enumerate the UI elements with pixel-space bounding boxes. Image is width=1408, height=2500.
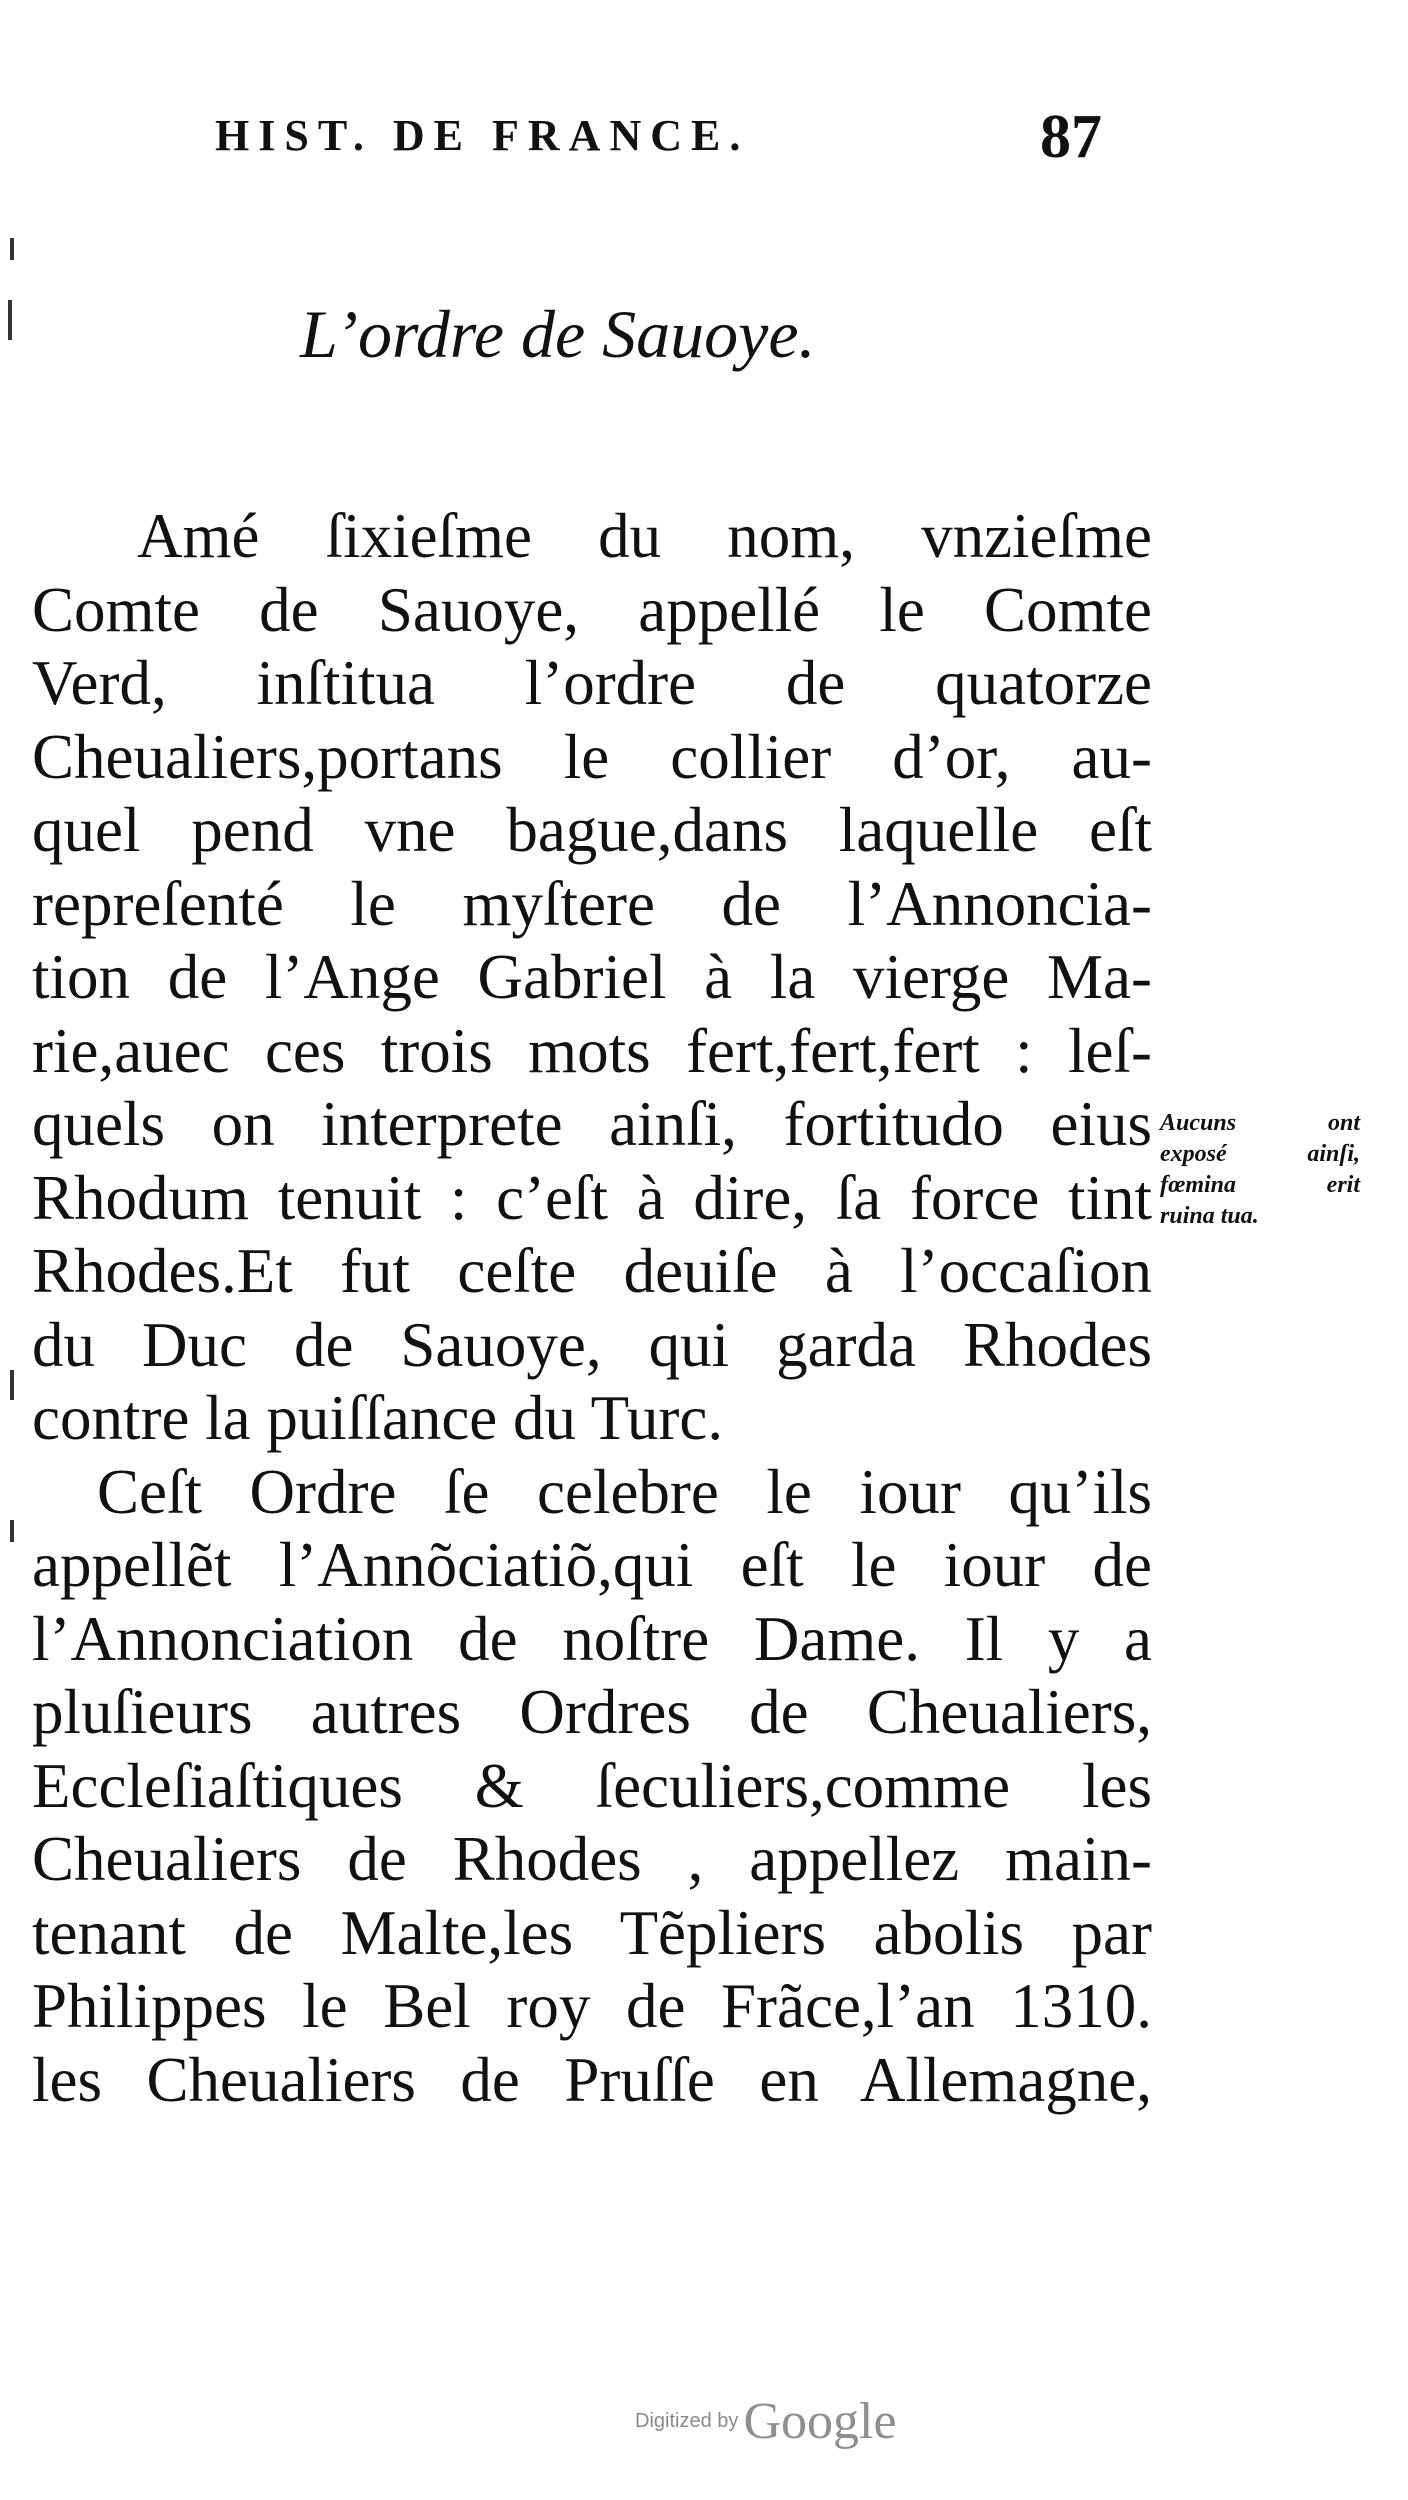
text-line: tion de l’Ange Gabriel à la vierge Ma- xyxy=(32,942,1152,1012)
text-line: quel pend vne bague,dans laquelle eſt xyxy=(32,795,1152,865)
marginal-note-line: Aucuns ont xyxy=(1160,1110,1360,1136)
marginal-note-line: fœmina erit xyxy=(1160,1172,1360,1198)
text-line: rie,auec ces trois mots fert,fert,fert : leſ- xyxy=(32,1015,1152,1086)
text-line: Amé ſixieſme du nom, vnzieſme xyxy=(137,501,1152,571)
running-head: HIST. DE FRANCE. xyxy=(215,111,750,160)
scan-edge-mark xyxy=(10,1370,14,1400)
scan-edge-mark xyxy=(8,300,12,340)
text-line: Cheualiers,portans le collier d’or, au- xyxy=(32,721,1152,792)
text-line: du Duc de Sauoye, qui garda Rhodes xyxy=(32,1309,1152,1380)
page-number: 87 xyxy=(1040,103,1102,171)
text-line: Eccleſiaſtiques & ſeculiers,comme les xyxy=(32,1750,1152,1821)
text-line: les Cheualiers de Pruſſe en Allemagne, xyxy=(32,2044,1152,2115)
text-line: Rhodes.Et fut ceſte deuiſe à l’occaſion xyxy=(32,1236,1152,1306)
text-line: Philippes le Bel roy de Frãce,l’an 1310. xyxy=(32,1971,1152,2041)
marginal-note-line: exposé ainſi, xyxy=(1160,1141,1360,1167)
text-line: repreſenté le myſtere de l’Annoncia- xyxy=(32,868,1152,939)
scan-edge-mark xyxy=(10,1520,14,1542)
digitized-by-label: Digitized by xyxy=(635,2410,739,2432)
marginal-note-line: ruina tua. xyxy=(1160,1203,1259,1229)
section-title: L’ordre de Sauoye. xyxy=(300,296,816,372)
text-line: l’Annonciation de noſtre Dame. Il y a xyxy=(32,1603,1152,1674)
text-line: Verd, inſtitua l’ordre de quatorze xyxy=(32,648,1152,718)
text-line: tenant de Malte,les Tẽpliers abolis par xyxy=(32,1897,1152,1968)
text-line: quels on interprete ainſi, fortitudo eius xyxy=(32,1089,1152,1159)
marginal-note xyxy=(1160,1108,1360,1232)
text-line: Ceſt Ordre ſe celebre le iour qu’ils xyxy=(97,1456,1152,1527)
text-line: Rhodum tenuit : c’eſt à dire, ſa force tint xyxy=(32,1162,1152,1233)
text-line: contre la puiſſance du Turc. xyxy=(32,1383,724,1453)
google-logo: Google xyxy=(743,2393,897,2450)
digitized-footer xyxy=(635,2392,897,2451)
text-line: appellẽt l’Annõciatiõ,qui eſt le iour de xyxy=(32,1530,1152,1600)
text-line: Comte de Sauoye, appellé le Comte xyxy=(32,574,1152,645)
text-line: pluſieurs autres Ordres de Cheualiers, xyxy=(32,1677,1152,1747)
body-text xyxy=(32,500,1152,2117)
text-line: Cheualiers de Rhodes , appellez main- xyxy=(32,1824,1152,1894)
scan-edge-mark xyxy=(10,238,14,260)
